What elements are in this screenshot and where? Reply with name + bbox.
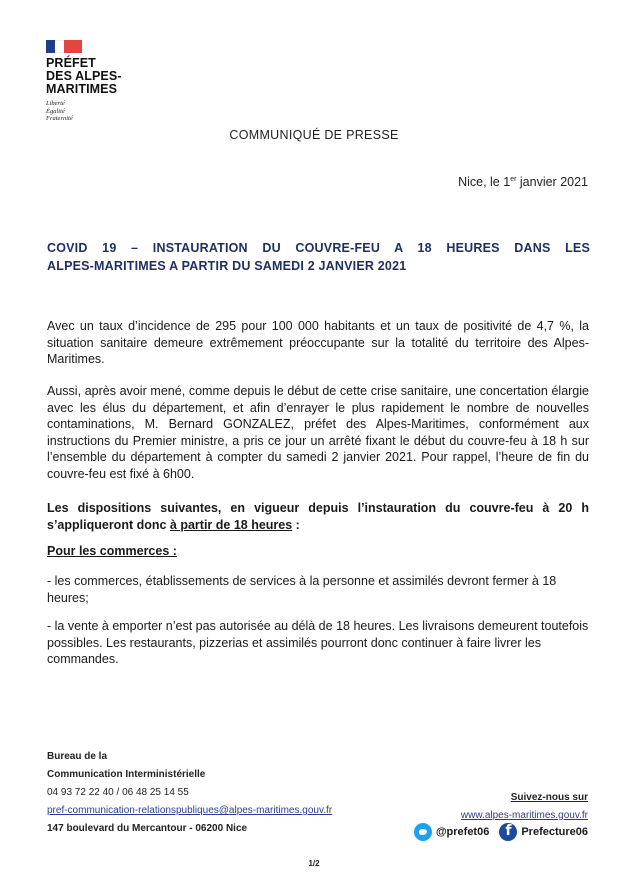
date-post: janvier 2021 xyxy=(516,175,588,189)
dispositions-post: : xyxy=(292,517,300,532)
footer-contact xyxy=(47,748,332,838)
date-pre: Nice, le 1 xyxy=(458,175,511,189)
phone-numbers: 04 93 72 22 40 / 06 48 25 14 55 xyxy=(47,787,189,798)
facebook-icon[interactable] xyxy=(499,823,517,841)
paragraph-concertation: Aussi, après avoir mené, comme depuis le début de cette crise sanitaire, une concertation élargie avec les élus du département, et afin d’enrayer le plus rapidement le nombre de nouvelles contaminations, M. Bernard GONZALEZ, préfet des Alpes-Maritimes, conformément aux instructions du Premier ministre, a pris ce jour un arrêté fixant le début du couvre-feu à 18 h sur l’ensemble du département à compter du samedi 2 janvier 2021. Pour rappel, l’heure de fin du couvre-feu est fixé à 6h00. xyxy=(47,384,589,481)
bureau-line1: Bureau de la xyxy=(47,751,108,762)
headline xyxy=(47,239,590,275)
twitter-icon[interactable] xyxy=(414,823,432,841)
social-links xyxy=(414,823,588,841)
date-sup: er xyxy=(510,176,517,183)
motto-liberte: Liberté xyxy=(46,100,65,107)
prefecture-logo xyxy=(46,40,166,123)
headline-line2: ALPES-MARITIMES A PARTIR DU SAMEDI 2 JANVIER 2021 xyxy=(47,259,407,273)
document-type: COMMUNIQUÉ DE PRESSE xyxy=(229,128,399,142)
footer-follow xyxy=(461,789,588,825)
facebook-handle[interactable]: Prefecture06 xyxy=(521,826,588,838)
motto-egalite: Égalité xyxy=(46,107,65,115)
twitter-handle[interactable]: @prefet06 xyxy=(435,826,490,838)
paragraph-incidence: Avec un taux d’incidence de 295 pour 100 000 habitants et un taux de positivité de 4,7 %, la situation sanitaire demeure extrêmement préoccupante sur la totalité du territoire des Alpes-Maritimes. xyxy=(47,319,589,366)
paragraph-dispositions xyxy=(47,500,589,533)
follow-label: Suivez-nous sur xyxy=(510,792,588,803)
headline-line1: COVID 19 – INSTAURATION DU COUVRE-FEU A 18 HEURES DANS LES xyxy=(47,241,590,255)
motto xyxy=(46,100,166,123)
french-flag-icon xyxy=(46,40,82,53)
section-title-commerces: Pour les commerces : xyxy=(47,544,177,558)
email-link[interactable]: pref-communication-relationspubliques@alpes-maritimes.gouv.fr xyxy=(47,805,333,816)
page-number: 1/2 xyxy=(308,859,320,868)
website-link[interactable]: www.alpes-maritimes.gouv.fr xyxy=(460,810,588,821)
org-name-line1: PRÉFET xyxy=(46,56,96,70)
org-name-line3: MARITIMES xyxy=(46,82,118,96)
bureau-line2: Communication Interministérielle xyxy=(47,769,206,780)
dateline xyxy=(458,175,588,189)
motto-fraternite: Fraternité xyxy=(46,115,73,122)
address: 147 boulevard du Mercantour - 06200 Nice xyxy=(47,823,248,834)
bullet-closing: - les commerces, établissements de services à la personne et assimilés devront fermer à 18 heures; xyxy=(47,574,557,605)
org-name-line2: DES ALPES- xyxy=(46,69,122,83)
dispositions-pre: Les dispositions suivantes, en vigueur depuis l’instauration du couvre-feu à 20 h s’appliqueront donc xyxy=(47,501,589,532)
dispositions-underline: à partir de 18 heures xyxy=(169,517,293,532)
bullet-takeaway: - la vente à emporter n’est pas autorisée au délà de 18 heures. Les livraisons demeurent toutefois possibles. Les restaurants, pizzerias et assimilés pourront donc continuer à faire livrer les commandes. xyxy=(47,619,589,666)
